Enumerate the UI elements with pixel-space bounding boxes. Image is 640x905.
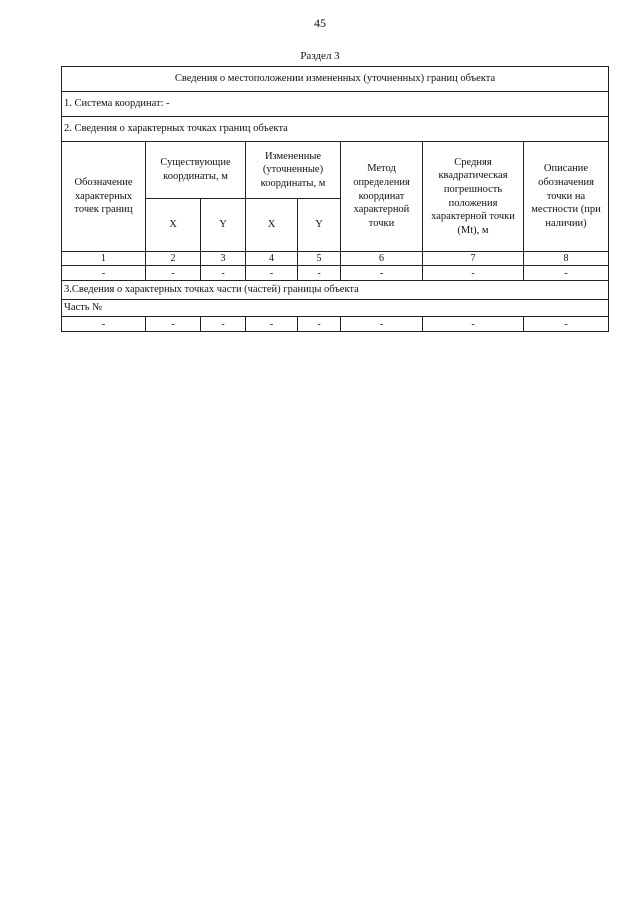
- header-method: Метод определения координат характерной точки: [341, 142, 423, 252]
- header-designation: Обозначение характерных точек границ: [62, 142, 146, 252]
- header-changed-y: Y: [298, 199, 341, 252]
- section3-title: 3.Сведения о характерных точках части (частей) границы объекта: [62, 281, 609, 300]
- table-cell: -: [341, 266, 423, 281]
- table-cell: -: [146, 317, 201, 332]
- column-numbers-row: [62, 252, 609, 266]
- section2-title: 2. Сведения о характерных точках границ объекта: [62, 117, 609, 142]
- coordinate-system-row: [62, 92, 609, 117]
- table-cell: -: [246, 317, 298, 332]
- section2-title-row: [62, 117, 609, 142]
- header-existing-coords: Существующие координаты, м: [146, 142, 246, 199]
- table-title: Сведения о местоположении измененных (уточненных) границ объекта: [62, 67, 609, 92]
- column-number: 8: [524, 252, 609, 266]
- table-cell: -: [423, 317, 524, 332]
- header-description: Описание обозначения точки на местности (при наличии): [524, 142, 609, 252]
- part-row: [62, 300, 609, 317]
- boundary-points-table: [61, 66, 609, 332]
- table-cell: -: [423, 266, 524, 281]
- table-title-row: [62, 67, 609, 92]
- table-cell: -: [146, 266, 201, 281]
- column-number: 6: [341, 252, 423, 266]
- column-number: 2: [146, 252, 201, 266]
- header-changed-coords: Измененные (уточненные) координаты, м: [246, 142, 341, 199]
- table-cell: -: [201, 266, 246, 281]
- part-label: Часть №: [62, 300, 609, 317]
- table-cell: -: [524, 266, 609, 281]
- table-cell: -: [298, 317, 341, 332]
- header-row-1: [62, 142, 609, 199]
- table-row: [62, 317, 609, 332]
- column-number: 7: [423, 252, 524, 266]
- column-number: 1: [62, 252, 146, 266]
- table-cell: -: [341, 317, 423, 332]
- header-changed-x: X: [246, 199, 298, 252]
- table-cell: -: [246, 266, 298, 281]
- table-row: [62, 266, 609, 281]
- header-existing-y: Y: [201, 199, 246, 252]
- column-number: 3: [201, 252, 246, 266]
- table-cell: -: [62, 317, 146, 332]
- table-cell: -: [201, 317, 246, 332]
- header-existing-x: X: [146, 199, 201, 252]
- table-cell: -: [298, 266, 341, 281]
- header-error: Средняя квадратическая погрешность положения характерной точки (Mt), м: [423, 142, 524, 252]
- column-number: 5: [298, 252, 341, 266]
- section-title: Раздел 3: [300, 50, 340, 62]
- column-number: 4: [246, 252, 298, 266]
- table-cell: -: [524, 317, 609, 332]
- section3-title-row: [62, 281, 609, 300]
- page-number: 45: [314, 16, 326, 30]
- table-cell: -: [62, 266, 146, 281]
- coordinate-system: 1. Система координат: -: [62, 92, 609, 117]
